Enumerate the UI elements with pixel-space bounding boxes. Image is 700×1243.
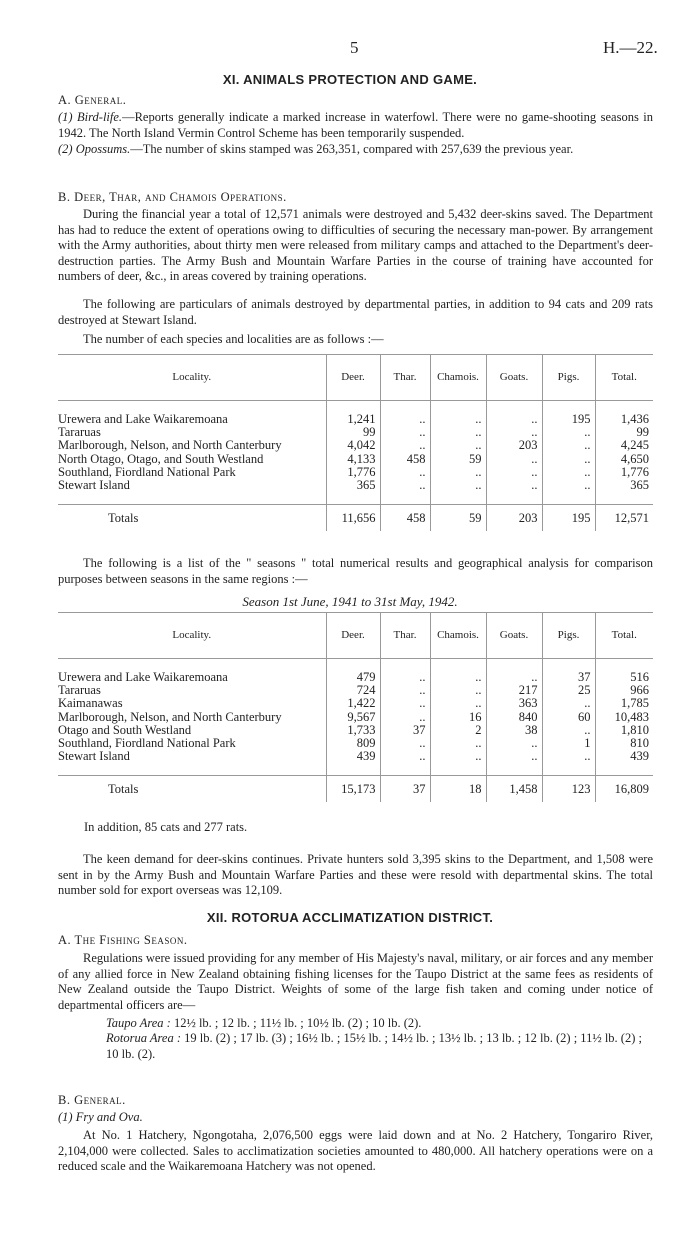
table-header-row — [58, 354, 653, 401]
total-cell: 458 — [380, 505, 430, 532]
opossum-label: (2) Opossums. — [58, 142, 131, 156]
count-cell: 479 — [326, 671, 380, 684]
total-cell: 203 — [486, 505, 542, 532]
count-cell: .. — [380, 684, 430, 697]
count-cell: 59 — [430, 453, 486, 466]
count-cell: 1,776 — [595, 466, 653, 479]
hatchery-text: At No. 1 Hatchery, Ngongotaha, 2,076,500 eggs were laid down and at No. 2 Hatchery, Tongariro River, 2,104,000 were collected. Sales to acclimatization societies amounted to 480,000. All hatchery operations were on a reduced scale and the Waikaremoana Hatchery was not opened. — [58, 1128, 653, 1173]
count-cell: 840 — [486, 711, 542, 724]
count-cell: .. — [380, 750, 430, 763]
demand-text: The keen demand for deer-skins continues. Private hunters sold 3,395 skins to the Department, and 1,508 were sent in by the Army Bush and Mountain Warfare Parties and these were resold with departmental skins. The total number sold for export overseas was 12,109. — [58, 852, 653, 897]
season-caption: Season 1st June, 1941 to 31st May, 1942. — [242, 594, 458, 609]
column-header: Total. — [595, 612, 653, 659]
count-cell: 203 — [486, 439, 542, 452]
column-header: Locality. — [58, 612, 326, 659]
count-cell: 37 — [380, 724, 430, 737]
season-results-table — [58, 612, 653, 802]
count-cell: .. — [430, 426, 486, 439]
total-cell: 11,656 — [326, 505, 380, 532]
opossum-paragraph — [58, 142, 653, 158]
column-header: Chamois. — [430, 354, 486, 401]
count-cell: .. — [430, 671, 486, 684]
count-cell: 1,776 — [326, 466, 380, 479]
species-intro-text: The number of each species and localities are as follows :— — [83, 332, 384, 346]
count-cell: .. — [486, 466, 542, 479]
totals-row — [58, 776, 653, 803]
count-cell: 363 — [486, 697, 542, 710]
total-cell: 15,173 — [326, 776, 380, 803]
count-cell: .. — [430, 439, 486, 452]
locality-cell: Tararuas — [58, 425, 101, 440]
table-row — [58, 750, 653, 763]
count-cell: .. — [542, 750, 595, 763]
locality-cell: North Otago, Otago, and South Westland — [58, 451, 264, 466]
spacer-row — [58, 763, 653, 776]
section-xii-title: XII. ROTORUA ACCLIMATIZATION DISTRICT. — [206, 910, 494, 925]
count-cell: .. — [542, 439, 595, 452]
addition-note: In addition, 85 cats and 277 rats. — [84, 820, 248, 834]
total-cell: 12,571 — [595, 505, 653, 532]
table-row — [58, 697, 653, 710]
fishing-season-heading: A. The Fishing Season. — [58, 933, 188, 947]
count-cell: .. — [380, 439, 430, 452]
column-header: Chamois. — [430, 612, 486, 659]
count-cell: 60 — [542, 711, 595, 724]
count-cell: .. — [486, 737, 542, 750]
column-header: Thar. — [380, 612, 430, 659]
rotorua-text: 19 lb. (2) ; 17 lb. (3) ; 16½ lb. ; 15½ lb. ; 14½ lb. ; 13½ lb. ; 13 lb. ; 12 lb. (2) ; 11½ lb. (2) ; 10 lb. (2). — [106, 1031, 642, 1061]
count-cell: 966 — [595, 684, 653, 697]
rotorua-weights — [106, 1031, 653, 1062]
table-row — [58, 466, 653, 479]
count-cell: 16 — [430, 711, 486, 724]
hatchery-paragraph — [58, 1128, 653, 1175]
column-header: Locality. — [58, 354, 326, 401]
count-cell: .. — [430, 750, 486, 763]
seasons-paragraph — [58, 556, 653, 587]
count-cell: .. — [486, 750, 542, 763]
count-cell: 365 — [595, 479, 653, 492]
spacer-row — [58, 492, 653, 505]
demand-paragraph — [58, 852, 653, 899]
count-cell: .. — [430, 737, 486, 750]
count-cell: .. — [380, 711, 430, 724]
table-row — [58, 439, 653, 452]
column-header: Goats. — [486, 612, 542, 659]
table-row — [58, 671, 653, 684]
column-header: Pigs. — [542, 354, 595, 401]
count-cell: .. — [430, 479, 486, 492]
count-cell: .. — [430, 466, 486, 479]
table-row — [58, 453, 653, 466]
table-row — [58, 711, 653, 724]
count-cell: 365 — [326, 479, 380, 492]
section-a-heading: A. General. — [58, 93, 127, 107]
count-cell: 1,436 — [595, 413, 653, 426]
count-cell: 724 — [326, 684, 380, 697]
count-cell: .. — [542, 466, 595, 479]
count-cell: .. — [486, 453, 542, 466]
count-cell: .. — [542, 426, 595, 439]
count-cell: .. — [486, 671, 542, 684]
fry-ova-label: (1) Fry and Ova. — [58, 1110, 143, 1124]
count-cell: .. — [486, 413, 542, 426]
count-cell: .. — [380, 479, 430, 492]
total-cell: 16,809 — [595, 776, 653, 803]
locality-cell: Kaimanawas — [58, 696, 123, 711]
birdlife-label: (1) Bird-life. — [58, 110, 123, 124]
locality-cell: Marlborough, Nelson, and North Canterbury — [58, 438, 282, 453]
totals-label: Totals — [58, 505, 326, 532]
count-cell: 4,042 — [326, 439, 380, 452]
opossum-text: —The number of skins stamped was 263,351, compared with 257,639 the previous year. — [130, 142, 574, 156]
section-b-heading: B. Deer, Thar, and Chamois Operations. — [58, 190, 287, 204]
count-cell: .. — [380, 413, 430, 426]
count-cell: .. — [430, 684, 486, 697]
page-number: 5 — [350, 38, 359, 57]
count-cell: 37 — [542, 671, 595, 684]
total-cell: 37 — [380, 776, 430, 803]
fishing-regulations-paragraph — [58, 951, 653, 1013]
rotorua-label: Rotorua Area : — [106, 1031, 181, 1045]
locality-cell: Southland, Fiordland National Park — [58, 464, 236, 479]
count-cell: 195 — [542, 413, 595, 426]
count-cell: 1,785 — [595, 697, 653, 710]
count-cell: .. — [380, 737, 430, 750]
count-cell: 9,567 — [326, 711, 380, 724]
total-cell: 195 — [542, 505, 595, 532]
count-cell: .. — [542, 479, 595, 492]
total-cell: 59 — [430, 505, 486, 532]
particulars-text: The following are particulars of animals destroyed by departmental parties, in addition to 94 cats and 209 rats destroyed at Stewart Island. — [58, 297, 653, 327]
general-heading: B. General. — [58, 1093, 126, 1107]
count-cell: .. — [380, 466, 430, 479]
count-cell: .. — [486, 426, 542, 439]
column-header: Pigs. — [542, 612, 595, 659]
count-cell: 99 — [326, 426, 380, 439]
locality-cell: Marlborough, Nelson, and North Canterbury — [58, 709, 282, 724]
column-header: Deer. — [326, 612, 380, 659]
count-cell: 516 — [595, 671, 653, 684]
table-row — [58, 479, 653, 492]
locality-cell: Stewart Island — [58, 478, 130, 493]
totals-row — [58, 505, 653, 532]
count-cell: .. — [542, 697, 595, 710]
birdlife-paragraph — [58, 110, 653, 141]
total-cell: 1,458 — [486, 776, 542, 803]
count-cell: 1,241 — [326, 413, 380, 426]
count-cell: 1,422 — [326, 697, 380, 710]
count-cell: 2 — [430, 724, 486, 737]
count-cell: 4,650 — [595, 453, 653, 466]
count-cell: 810 — [595, 737, 653, 750]
count-cell: 1 — [542, 737, 595, 750]
count-cell: .. — [380, 671, 430, 684]
species-intro-paragraph — [58, 332, 653, 348]
taupo-text: 12½ lb. ; 12 lb. ; 11½ lb. ; 10½ lb. (2) ; 10 lb. (2). — [173, 1016, 422, 1030]
particulars-paragraph — [58, 297, 653, 328]
count-cell: 38 — [486, 724, 542, 737]
document-id: H.—22. — [603, 38, 658, 57]
totals-label: Totals — [58, 776, 326, 803]
column-header: Deer. — [326, 354, 380, 401]
column-header: Goats. — [486, 354, 542, 401]
count-cell: 809 — [326, 737, 380, 750]
seasons-text: The following is a list of the " seasons " total numerical results and geographical analysis for comparison purposes between seasons in the same regions :— — [58, 556, 653, 586]
table-row — [58, 413, 653, 426]
locality-cell: Urewera and Lake Waikaremoana — [58, 412, 228, 426]
count-cell: 10,483 — [595, 711, 653, 724]
taupo-label: Taupo Area : — [106, 1016, 171, 1030]
deer-operations-paragraph — [58, 207, 653, 285]
total-cell: 123 — [542, 776, 595, 803]
locality-cell: Otago and South Westland — [58, 722, 192, 737]
deer-operations-text: During the financial year a total of 12,571 animals were destroyed and 5,432 deer-skins saved. The Department has had to reduce the extent of operations owing to difficulties of securing the necessary man-power. By arrangement with the Army authorities, about thirty men were released from military camps and attached to the Department's deer-destruction parties. The Army Bush and Mountain Warfare Parties in the course of training have accounted for numbers of deer, &c., in areas covered by training operations. — [58, 207, 653, 283]
deer-destruction-table — [58, 354, 653, 531]
taupo-weights — [106, 1016, 653, 1032]
locality-cell: Stewart Island — [58, 749, 130, 764]
count-cell: .. — [430, 697, 486, 710]
total-cell: 18 — [430, 776, 486, 803]
count-cell: .. — [430, 413, 486, 426]
count-cell: 4,133 — [326, 453, 380, 466]
count-cell: 458 — [380, 453, 430, 466]
column-header: Total. — [595, 354, 653, 401]
column-header: Thar. — [380, 354, 430, 401]
table-row — [58, 737, 653, 750]
section-xi-title: XI. ANIMALS PROTECTION AND GAME. — [222, 72, 478, 87]
count-cell: .. — [486, 479, 542, 492]
count-cell: 25 — [542, 684, 595, 697]
count-cell: .. — [380, 426, 430, 439]
count-cell: 99 — [595, 426, 653, 439]
birdlife-text: —Reports generally indicate a marked increase in waterfowl. There were no game-shooting seasons in 1942. The North Island Vermin Control Scheme has been temporarily suspended. — [58, 110, 653, 140]
count-cell: .. — [380, 697, 430, 710]
count-cell: 4,245 — [595, 439, 653, 452]
count-cell: 1,733 — [326, 724, 380, 737]
locality-cell: Southland, Fiordland National Park — [58, 736, 236, 751]
count-cell: 439 — [595, 750, 653, 763]
count-cell: 439 — [326, 750, 380, 763]
count-cell: .. — [542, 453, 595, 466]
locality-cell: Urewera and Lake Waikaremoana — [58, 670, 228, 684]
count-cell: .. — [542, 724, 595, 737]
fishing-regulations-text: Regulations were issued providing for any member of His Majesty's naval, military, or air forces and any member of any allied force in New Zealand obtaining fishing licenses for the Taupo District at the same fees as residents of New Zealand outside the Taupo District. Weights of some of the large fish taken and coming under notice of departmental officers are— — [58, 951, 653, 1012]
table-header-row — [58, 612, 653, 659]
locality-cell: Tararuas — [58, 683, 101, 698]
count-cell: 217 — [486, 684, 542, 697]
count-cell: 1,810 — [595, 724, 653, 737]
